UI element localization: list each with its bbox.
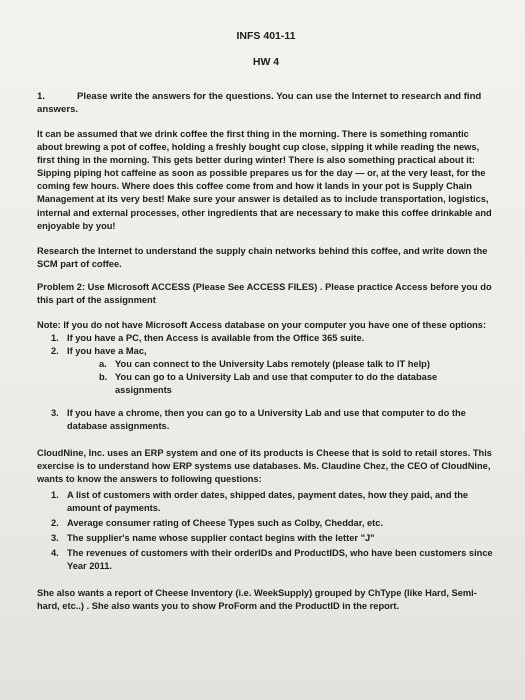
note-options-list [51,332,495,433]
list-item: 3. If you have a chrome, then you can go to a University Lab and use that computer to do the database assignments. [51,408,466,432]
course-title: INFS 401-11 [236,30,296,42]
list-item: 1. If you have a PC, then Access is available from the Office 365 suite. [51,333,365,344]
cloudnine-questions-list [51,489,495,573]
question-number: 1. [37,91,46,102]
note-paragraph: Note: If you do not have Microsoft Access database on your computer you have one of these options: [37,320,487,331]
list-item: 2. Average consumer rating of Cheese Types such as Colby, Cheddar, etc. [51,517,384,528]
cloudnine-intro: CloudNine, Inc. uses an ERP system and one of its products is Cheese that is sold to retail stores. This exercise is to understand how ERP systems use databases. Ms. Claudine Chez, the CEO of CloudNine, wants to know the answers to following questions: [37,448,492,485]
coffee-paragraph: It can be assumed that we drink coffee the first thing in the morning. There is something romantic about brewing a pot of coffee, holding a freshly bought cup close, sipping it while reading the news, first thing in the morning. This gets better during winter! There is also something practical about it: Sipping piping hot caffeine as soon as possible prepares us for the day — or, at the very least, for the coming few hours. Where does this coffee come from and how it lands in your pot is Supply Chain Management at its very best! Make sure your answer is detailed as to include transportation, logistics, internal and external processes, other ingredients that are necessary to make this coffee drinkable and enjoyable by you! [37,129,492,231]
mac-options-list [99,358,495,397]
list-item: 4. The revenues of customers with their orderIDs and ProductIDS, who have been customers since Year 2011. [51,547,493,571]
homework-title: HW 4 [252,56,280,68]
question-1-prompt [37,90,495,116]
list-item: b. You can go to a University Lab and use that computer to do the database assignments [99,372,438,396]
list-item: a. You can connect to the University Labs remotely (please talk to IT help) [99,359,430,370]
problem-2-heading: Problem 2: Use Microsoft ACCESS (Please See ACCESS FILES) . Please practice Access before you do this part of the assignment [37,281,492,306]
list-item: 2. If you have a Mac, a. You can connect to the University Labs remotely (please talk to IT help) b. You can go to a University Lab and use that computer to do the database assignments [51,345,495,397]
list-item: 1. A list of customers with order dates, shipped dates, payment dates, how they paid, and the amount of payments. [51,489,469,513]
question-1-text: Please write the answers for the questions. You can use the Internet to research and find answers. [37,91,482,115]
cheese-report-paragraph: She also wants a report of Cheese Inventory (i.e. WeekSupply) grouped by ChType (like Hard, Semi-hard, etc..) . She also wants you to show ProForm and the ProductID in the report. [37,587,477,611]
research-paragraph: Research the Internet to understand the supply chain networks behind this coffee, and write down the SCM part of coffee. [37,245,488,269]
list-item: 3. The supplier's name whose supplier contact begins with the letter "J" [51,532,375,543]
